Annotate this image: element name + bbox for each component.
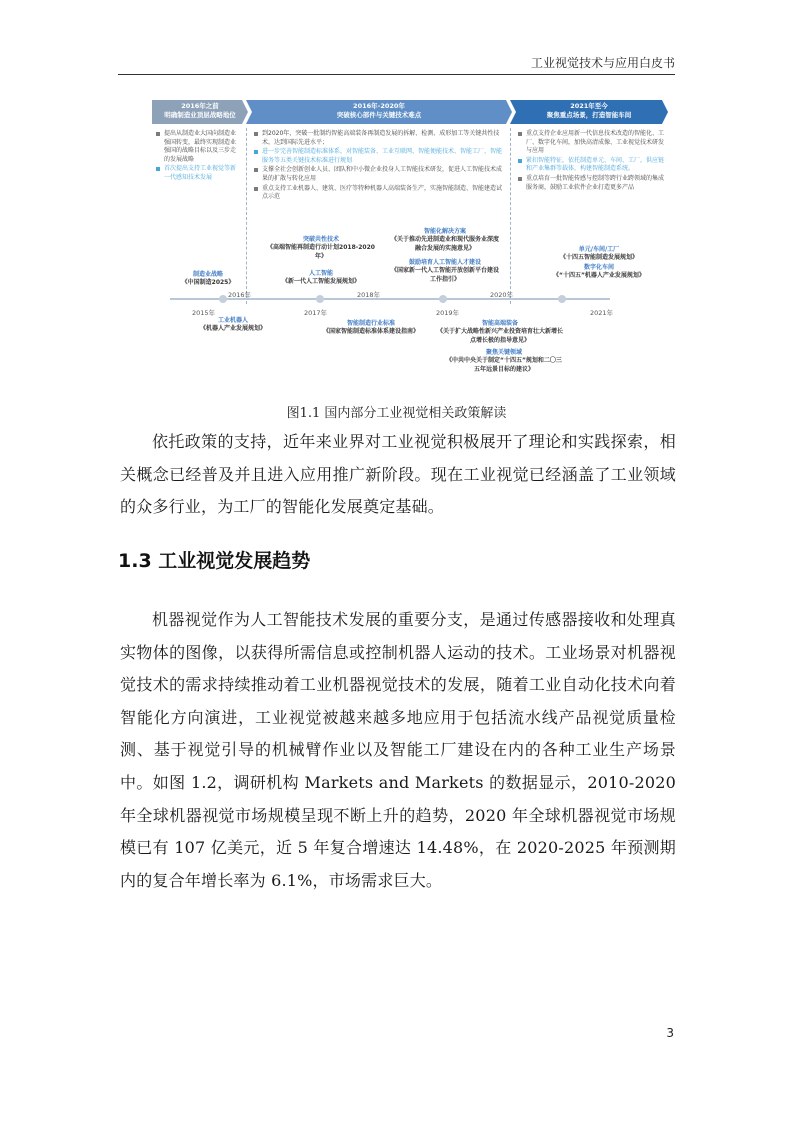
policy-above [264,270,378,287]
phase-2-item [254,185,502,202]
phase-2-items [254,130,502,203]
policy-timeline-figure [150,100,670,375]
policy-above [264,236,378,261]
bullet-icon [156,167,160,171]
phase-2-item-text: 重点支持工业机器人、建筑、医疗等特种机器人高端装备生产，实施智能制造、智能建造试点示范 [262,184,503,201]
policy-title: 聚焦关键领域 [485,349,522,356]
policy-doc: 《中共中央关于制定“十四五”规划和二〇三五年远景目标的建议》 [446,357,562,373]
phase-1-item-text: 首次提出支持工业视觉等新一代感知技术发展 [164,165,237,181]
phase-3-item-text: 紧扣智能特征，依托制造单元、车间、工厂，供应链和产业集群等载体，构建智能制造系统。 [526,156,665,173]
bullet-icon [254,150,258,154]
timeline-dot [439,295,447,303]
year-label: 2020年 [490,291,514,299]
policy-title: 工业机器人 [217,317,248,324]
policy-doc: 《机器人产业发展规划》 [199,325,266,333]
policy-doc: 《关于扩大战略性新兴产业投资培育壮大新增长点增长极的指导意见》 [436,328,563,344]
bullet-icon [254,132,258,136]
phase-1-sub: 明确制造业顶层战略地位 [164,111,236,119]
policy-doc: 《中国制造2025》 [181,279,235,287]
body-paragraph-1: 依托政策的支持，近年来业界对工业视觉积极展开了理论和实践探索，相关概念已经普及并且进入应用推广新阶段。现在工业视觉已经涵盖了工业领域的众多行业，为工厂的智能化发展奠定基础。 [120,432,676,517]
bullet-icon [254,187,258,191]
policy-title: 智能高端装备 [481,320,518,327]
policy-below [302,320,440,337]
phase-3-item [518,157,664,174]
policy-above [162,271,254,288]
body-paragraph-2: 机器视觉作为人工智能技术发展的重要分支，是通过传感器接收和处理真实物体的图像，以获得所需信息或控制机器人运动的技术。工业场景对机器视觉技术的需求持续推动着工业机器视觉技术的发展，随着工业自动化技术向着智能化方向演进，工业视觉被越来越多地应用于包括流水线产品视觉质量检测、基于视觉引导的机械臂作业以及智能工厂建设在内的各种工业生产场景中。如图 1.2，调研机构 Markets and Markets 的数据显示，2010-2020 年全球机器视觉市场规模呈现不断上升的趋势，2020 年全球机器视觉市场规模已有 107 亿美元，近 5 年复合增速达 14.48%，在 2020-2025 年预测期内的复合年增长率为 6.1%，市场需求巨大。 [120,610,676,890]
year-label: 2019年 [436,309,460,317]
policy-doc: 《“十四五”机器人产业发展规划》 [553,272,645,280]
phase-2-item [254,148,502,165]
timeline-dot [558,295,566,303]
phase-1-item [156,165,238,182]
policy-above [390,259,500,284]
policy-below [178,317,288,334]
phase-3-item-text: 重点支持企业应用新一代信息技术改造的智能化、工厂、数字化车间，加快高清成像、工业视觉技术研发与应用 [526,130,665,155]
year-label: 2015年 [192,309,216,317]
phase-3-label: 2021年至今 [570,102,608,110]
policy-below [436,320,564,345]
policy-title: 智能化解决方案 [423,228,466,235]
section-heading: 1.3 工业视觉发展趋势 [118,550,311,572]
policy-doc: 《十四五智能制造发展规划》 [559,254,638,262]
header-rule [118,74,675,75]
phase-2-item [254,166,502,183]
policy-above [534,246,664,263]
phase-3-item [518,175,664,192]
bullet-icon [518,132,522,136]
phase-2-item-text: 进一步完善智能制造标准体系，对智能装备、工业互联网、智能便能技术、智能工厂、智能服务等五类关键技术标准进行规划 [262,148,503,164]
phase-1-item [156,130,238,164]
phase-3-sub: 聚焦重点场景，打造智能车间 [546,111,632,119]
policy-title: 突破共性技术 [302,236,339,243]
policy-doc: 《新一代人工智能发展规划》 [281,278,360,286]
timeline-dot [316,295,324,303]
phase-banner-3 [510,100,668,124]
running-header: 工业视觉技术与应用白皮书 [530,56,675,70]
bullet-icon [156,132,160,136]
bullet-icon [518,177,522,181]
phase-2-item-text: 到2020年，突破一批制约智能高端装备再制造发展的拆解、检测、成形加工等关键共性技术，达到国际先进水平； [262,130,500,146]
phase-2-label: 2016年-2020年 [353,102,405,110]
policy-title: 制造业战略 [192,271,223,278]
phase-2-item-text: 支撑全社会创新创业人员、团队和中小微企业投身人工智能技术研发，促进人工智能技术成果的扩散与转化应用 [262,166,503,182]
bullet-icon [254,168,258,172]
policy-title: 人工智能 [308,270,333,277]
policy-below [444,349,564,374]
phase-1-items [156,130,238,184]
phase-banner-1 [152,100,248,124]
year-label: 2016年 [228,291,252,299]
phase-3-items [518,130,664,193]
policy-doc: 《关于推动先进制造业和现代服务业深度融合发展的实施意见》 [390,236,499,252]
figure-caption: 图1.1 国内部分工业视觉相关政策解读 [286,406,507,421]
policy-above [390,228,500,253]
bullet-icon [518,159,522,163]
phase-3-item [518,130,664,156]
policy-doc: 《国家智能制造标准体系建设指南》 [322,328,419,336]
policy-title: 单元/车间/工厂 [578,246,620,253]
phase-3-item-text: 重点培育一批智能传感与控制等跨行业跨领域的集成服务商，鼓励工业软件企业打造更多产品 [526,174,665,191]
policy-doc: 《国家新一代人工智能开放创新平台建设工作指引》 [390,267,499,283]
year-label: 2017年 [304,309,328,317]
policy-title: 数字化车间 [583,264,614,271]
year-label: 2021年 [590,309,614,317]
timeline-dot [219,295,227,303]
phase-banner-2 [246,100,512,124]
policy-title: 智能制造行业标准 [346,320,395,327]
phase-1-label: 2016年之前 [181,102,219,110]
page-number: 3 [666,1026,674,1040]
phase-2-sub: 突破核心部件与关键技术难点 [336,111,422,119]
phase-divider-2 [510,128,511,304]
policy-doc: 《高端智能再制造行动计划2018-2020年》 [267,244,375,260]
policy-above [534,264,664,281]
phase-2-item [254,130,502,147]
policy-title: 鼓励培育人工智能人才建设 [408,259,481,266]
phase-1-item-text: 提出从制造业大国向制造业强国转变，最终实现制造业强国的战略目标以及三步走的发展战略 [164,130,237,163]
year-label: 2018年 [357,291,381,299]
